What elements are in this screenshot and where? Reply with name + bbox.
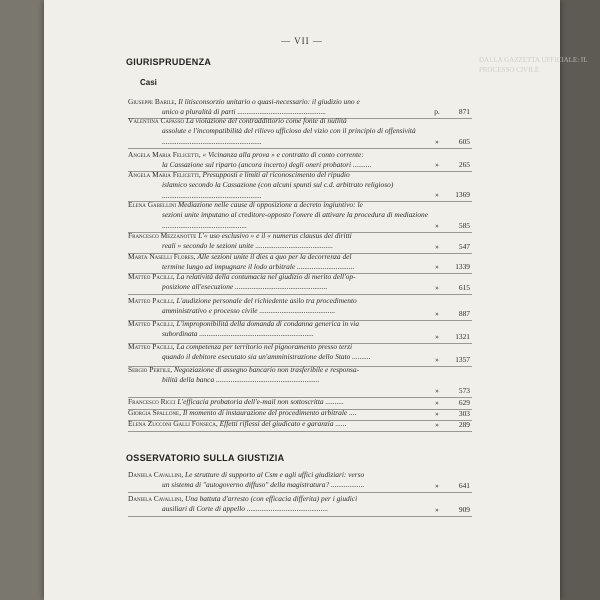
entry-page-number: 615 <box>458 283 470 292</box>
entry-divider <box>128 148 472 149</box>
entry-page-number: 1369 <box>455 190 470 199</box>
toc-entry <box>128 494 478 515</box>
entry-title-continuation: sezioni unite imputano al creditore-opposto l'onere di attivare la procedura di mediazione .............................................. <box>162 210 429 230</box>
entry-divider <box>128 294 472 295</box>
entry-title-continuation: amministrativo e processo civile ......................................... <box>162 306 336 316</box>
entry-title: Effetti riflessi del giudicato e garanzia ...... <box>219 419 347 428</box>
entry-title: Il litisconsorzio unitario o quasi-necessario: il giudizio uno e <box>178 97 360 106</box>
entry-page-number: 265 <box>458 160 470 169</box>
entry-page-number: 605 <box>458 137 470 146</box>
entry-author: Francesco Mezzanotte <box>128 231 197 240</box>
entry-divider <box>128 516 472 517</box>
entry-title-continuation: reali » secondo le sezioni unite .......................................... <box>162 241 333 251</box>
entry-title: L'« uso esclusivo » e il « numerus clausus dei diritti <box>198 231 352 240</box>
entry-author: Giorgia Spallone, <box>128 408 181 417</box>
page-prefix-mark: » <box>435 332 439 341</box>
entry-title: Presupposti e limiti al riconoscimento del ripudio <box>202 170 350 179</box>
page-prefix-mark: » <box>435 242 439 251</box>
entry-page-number: 629 <box>458 398 470 407</box>
entry-divider <box>128 492 472 493</box>
entry-author: Daniela Cavallini, <box>128 470 184 479</box>
toc-entry <box>128 419 478 429</box>
toc-entry <box>128 150 478 171</box>
page-prefix-mark: » <box>435 221 439 230</box>
toc-entry <box>128 116 478 147</box>
toc-entry <box>128 252 478 273</box>
toc-entry <box>128 170 478 201</box>
entry-author: Matteo Pacilli, <box>128 296 175 305</box>
entry-author: Matteo Pacilli, <box>128 342 175 351</box>
entry-title-continuation: posizione all'esecuzione .................................................. <box>162 282 328 292</box>
entry-title: Le strutture di supporto al Csm e agli uffici giudiziari: verso <box>185 470 365 479</box>
entry-title: La relatività della contumacia nel giudizio di merito dell'op- <box>176 272 356 281</box>
entry-author: Angela Maria Felicetti, <box>128 150 201 159</box>
entry-title: La violazione del contraddittorio come fonte di nullità <box>185 116 347 125</box>
subsection-title-casi: Casi <box>140 78 157 87</box>
entry-page-number: 887 <box>458 309 470 318</box>
entry-title-continuation: subordinata .............................................................. <box>162 329 314 339</box>
page-number: — VII — <box>281 36 323 46</box>
toc-entry <box>128 296 478 317</box>
page-prefix-mark: » <box>435 386 439 395</box>
entry-page-number: 1339 <box>455 262 470 271</box>
entry-page-number: 1321 <box>455 332 470 341</box>
entry-title-continuation: quando il debitore esecutato sia un'amministrazione dello Stato .......... <box>162 352 371 362</box>
entry-page-number: 585 <box>458 221 470 230</box>
entry-title: Alle sezioni unite il dies a quo per la decorrenza del <box>197 252 352 261</box>
entry-title: Negoziazione di assegno bancario non trasferibile e responsa- <box>173 365 360 374</box>
page-prefix-mark: » <box>435 190 439 199</box>
toc-entry <box>128 200 478 231</box>
page-prefix-mark: » <box>435 309 439 318</box>
section-title-giurisprudenza: GIURISPRUDENZA <box>126 57 212 67</box>
entry-page-number: 871 <box>458 107 470 116</box>
entry-divider <box>128 431 472 432</box>
toc-entry <box>128 231 478 252</box>
entry-title: L'efficacia probatoria dell'e-mail non sottoscritta .......... <box>177 397 344 406</box>
entry-author: Elena Gabellini <box>128 200 177 209</box>
section-title-osservatorio: OSSERVATORIO SULLA GIUSTIZIA <box>126 453 285 463</box>
page-prefix-mark: » <box>435 398 439 407</box>
page-prefix-mark: p. <box>434 107 440 116</box>
toc-entry <box>128 470 478 491</box>
toc-entry <box>128 97 478 118</box>
entry-page-number: 1357 <box>455 355 470 364</box>
entry-title: « Vicinanza alla prova » e contratto di conto corrente: <box>202 150 364 159</box>
entry-author: Valentina Capasso <box>128 116 185 125</box>
entry-page-number: 289 <box>458 420 470 429</box>
toc-entry <box>128 272 478 293</box>
entry-author: Marta Naselli Flores, <box>128 252 196 261</box>
page-prefix-mark: » <box>435 409 439 418</box>
entry-title-continuation: termine lungo ad impugnare il lodo arbitrale ............................... <box>162 262 355 272</box>
entry-author: Matteo Pacilli, <box>128 319 175 328</box>
page-prefix-mark: » <box>435 481 439 490</box>
entry-title: L'audizione personale del richiedente asilo tra procedimento <box>176 296 357 305</box>
toc-entry <box>128 319 478 340</box>
entry-author: Francesco Ricci <box>128 397 176 406</box>
entry-page-number: 909 <box>458 505 470 514</box>
entry-title: La competenza per territorio nel pignoramento presso terzi <box>176 342 353 351</box>
bleed-through-text: DALLA GAZZETTA UFFICIALE: IL PROCESSO CIVILE <box>479 56 588 74</box>
entry-title: L'improponibilità della domanda di condanna generica in via <box>176 319 360 328</box>
entry-title-continuation: unico a pluralità di parti ................................................ <box>162 107 327 117</box>
page-prefix-mark: » <box>435 355 439 364</box>
entry-title-continuation: la Cassazione sul riparto (ancora incerto) degli oneri probatori .......... <box>162 160 372 170</box>
entry-title: Una battuta d'arresto (con efficacia differita) per i giudici <box>185 494 358 503</box>
entry-title-continuation: assolute e l'incompatibilità del rilievo ufficioso del vizio con il principio di offensività ...................................................... <box>162 126 416 146</box>
entry-author: Matteo Pacilli, <box>128 272 175 281</box>
entry-title: Il momento di instaurazione del procedimento arbitrale .... <box>182 408 357 417</box>
entry-page-number: 303 <box>458 409 470 418</box>
entry-author: Daniela Cavallini, <box>128 494 184 503</box>
toc-entry <box>128 397 478 407</box>
entry-title-continuation: islamico secondo la Cassazione (con alcuni spunti sul c.d. arbitrato religioso) ...................................................... <box>162 180 394 200</box>
entry-title-continuation: bilità della banca ........................................................ <box>162 375 320 385</box>
book-page <box>44 0 588 600</box>
entry-page-number: 641 <box>458 481 470 490</box>
entry-author: Sergio Pertile, <box>128 365 173 374</box>
entry-title-continuation: ausiliari di Corte di appello ............................................ <box>162 504 329 514</box>
entry-author: Angela Maria Felicetti, <box>128 170 201 179</box>
entry-author: Elena Zucconi Galli Fonseca, <box>128 419 218 428</box>
toc-entry <box>128 365 478 386</box>
page-prefix-mark: » <box>435 137 439 146</box>
entry-title-continuation: un sistema di "autogoverno diffuso" della magistratura? .................. <box>162 480 365 490</box>
left-shadow <box>0 0 44 600</box>
toc-entry <box>128 408 478 418</box>
page-prefix-mark: » <box>435 262 439 271</box>
entry-page-number: 547 <box>458 242 470 251</box>
entry-title: Mediazione nelle cause di opposizione a decreto ingiuntivo: le <box>177 200 363 209</box>
page-prefix-mark: » <box>435 420 439 429</box>
entry-author: Giuseppe Barile, <box>128 97 177 106</box>
page-prefix-mark: » <box>435 505 439 514</box>
page-prefix-mark: » <box>435 160 439 169</box>
entry-page-number: 573 <box>458 386 470 395</box>
page-prefix-mark: » <box>435 283 439 292</box>
toc-entry <box>128 342 478 363</box>
